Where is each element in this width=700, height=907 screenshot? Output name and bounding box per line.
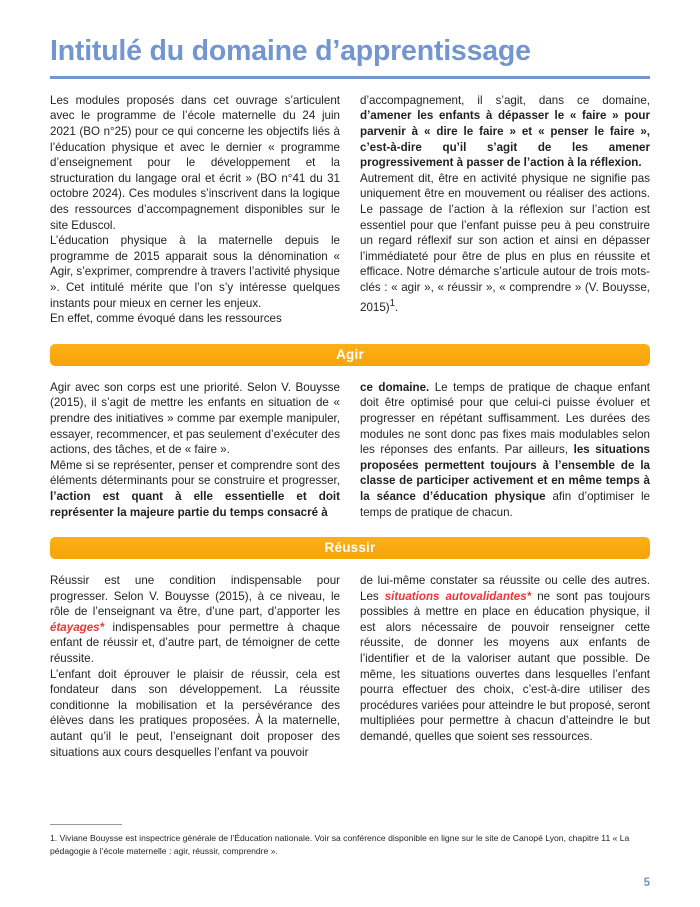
text-run: ne sont pas toujours possibles à mettre en place en éducation physique, il est alors nécessaire de pouvoir renseigner cette réussite, de donner les moyens aux enfants de l’identifier et de la valoriser autant que possible. De même, les situations ouvertes dans lesquelles l’enfant pourra effectuer des choix, c’est-à-dire utiliser des procédures variées pour atteindre le but proposé, seront multipliées pour permettre à chacun d’atteindre le but demandé, quelles que soient ses ressources. <box>360 589 650 744</box>
text-run: Les modules proposés dans cet ouvrage s’articulent avec le programme de l’école maternelle du 24 juin 2021 (BO n°25) pour ce qui concerne les objectifs liés à l’éducation physique et avec le dernier « programme d’enseignement pour le développement et la structuration du langage oral et écrit » (BO n°41 du 31 octobre 2024). Ces modules s’inscrivent dans la logique des ressources d’accompagnement disponibles sur le site Eduscol. <box>50 93 340 232</box>
section-banner-agir: Agir <box>50 344 650 366</box>
bold-run: l’action est quant à elle essentielle et doit représenter la majeure partie du temps consacré à <box>50 489 340 519</box>
intro-right-column <box>360 93 650 327</box>
intro-columns <box>50 93 650 327</box>
agir-columns <box>50 380 650 520</box>
text-run: . <box>395 300 399 314</box>
text-run: de lui-même constater sa réussite ou celle des autres. Les <box>360 574 650 603</box>
paragraph <box>50 233 340 311</box>
page-title: Intitulé du domaine d’apprentissage <box>50 35 531 67</box>
text-run: Réussir est une condition indispensable pour progresser. Selon V. Bouysse (2015), à ce niveau, le rôle de l’enseignant va être, d’une part, d’apporter les <box>50 574 340 619</box>
paragraph <box>360 380 650 520</box>
paragraph <box>50 93 340 233</box>
text-run: Le temps de pratique de chaque enfant doit être optimisé pour que celui-ci puisse évoluer et progresser en répétant suffisamment. Les durées des modules ne sont donc pas fixes mais modulables selon les réponses des enfants. Par ailleurs, <box>360 380 650 457</box>
agir-right-column <box>360 380 650 520</box>
paragraph <box>50 573 340 667</box>
page-number: 5 <box>643 877 650 889</box>
text-run: Autrement dit, être en activité physique ne signifie pas uniquement être en mouvement ou réaliser des actions. Le passage de l’action à la réflexion sur l’action est essentiel pour que l’enfant puisse peu à peu construire un regard réflexif sur son action et ainsi en dépasser l’immédiateté pour être de plus en plus en réussite et efficace. Notre démarche s’articule autour de trois mots-clés : « agir », « réussir », « comprendre » (V. Bouysse, 2015) <box>360 171 650 314</box>
bold-run: les situations proposées permettent toujours à l’ensemble de la classe de participer activement et en même temps à la séance d’éducation physique <box>360 443 651 503</box>
reussir-right-column <box>360 573 650 760</box>
glossary-term: situations autovalidantes* <box>384 589 532 603</box>
paragraph <box>360 93 650 171</box>
text-run: En effet, comme évoqué dans les ressources <box>50 312 282 326</box>
intro-left-column <box>50 93 340 327</box>
bold-run: d’amener les enfants à dépasser le « faire » pour parvenir à « dire le faire » et « penser le faire », c’est-à-dire qu’il s’agit de les amener progressivement à passer de l’action à la réflexion. <box>360 109 650 170</box>
text-run: Même si se représenter, penser et comprendre sont des éléments déterminants pour se construire et progresser, <box>50 458 340 488</box>
title-underline-rule <box>50 76 650 79</box>
footnote <box>50 824 650 857</box>
paragraph <box>360 573 650 745</box>
text-run: L’éducation physique à la maternelle depuis le programme de 2015 apparait sous la dénomination « Agir, s’exprimer, comprendre à travers l’activité physique ». Cet intitulé mérite que l’on s’y intéresse quelques instants pour mieux en cerner les enjeux. <box>50 234 340 310</box>
paragraph <box>50 311 340 327</box>
footnote-separator-rule <box>50 824 122 825</box>
section-banner-reussir: Réussir <box>50 537 650 559</box>
bold-run: ce domaine. <box>360 380 430 394</box>
paragraph <box>50 667 340 761</box>
paragraph <box>50 458 340 520</box>
reussir-columns <box>50 573 650 760</box>
paragraph <box>360 171 650 315</box>
agir-left-column <box>50 380 340 520</box>
text-run: indispensables pour permettre à chaque enfant de réussir et, d’autre part, de témoigner de cette réussite. <box>50 620 340 666</box>
title-block <box>50 0 650 79</box>
text-run: afin d’optimiser le temps de pratique de chacun. <box>360 489 651 519</box>
paragraph <box>50 380 340 458</box>
glossary-term: étayages* <box>50 620 105 634</box>
footnote-marker: 1 <box>389 297 396 309</box>
text-run: L’enfant doit éprouver le plaisir de réussir, cela est fondateur dans son développement. La réussite conditionne la mobilisation et la persévérance des élèves dans les pratiques proposées. À la maternelle, autant qu’il le peut, l’enseignant doit proposer des situations aux cours desquelles l’enfant va pouvoir <box>50 667 340 759</box>
footnote-text: 1. Viviane Bouysse est inspectrice générale de l’Éducation nationale. Voir sa conférence disponible en ligne sur le site de Canopé Lyon, chapitre 11 « La pédagogie à l’école maternelle : agir, réussir, comprendre ». <box>50 833 630 856</box>
reussir-left-column <box>50 573 340 760</box>
text-run: Agir avec son corps est une priorité. Selon V. Bouysse (2015), il s’agit de mettre les enfants en situation de « prendre des initiatives » comme par exemple manipuler, essayer, recommencer, et pas seulement d’exécuter des actions, des tâches, et de « faire ». <box>50 380 340 457</box>
text-run: d’accompagnement, il s’agit, dans ce domaine, <box>360 93 650 107</box>
